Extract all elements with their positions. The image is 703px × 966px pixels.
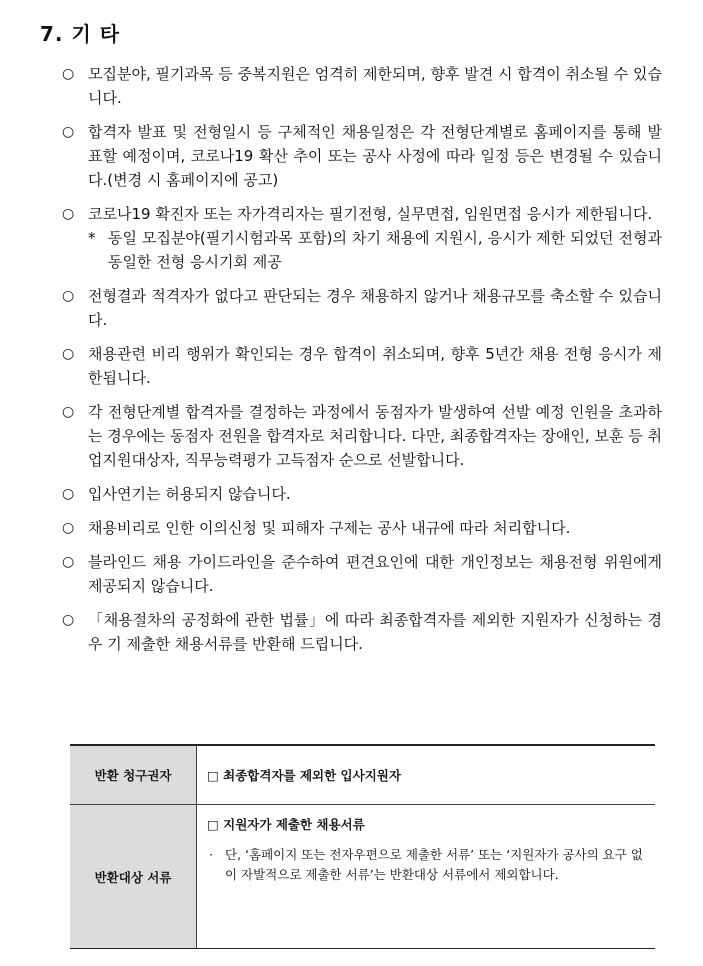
sub-note: [88, 226, 662, 274]
circle-bullet-icon: ○: [62, 612, 75, 628]
exception-note-text: 단, ‘홈페이지 또는 전자우편으로 제출한 서류’ 또는 ‘지원자가 공사의 요구 없이 자발적으로 제출한 서류’는 반환대상 서류에서 제외합니다.: [225, 847, 643, 882]
list-item: [62, 62, 662, 110]
table-value-cell: [197, 805, 656, 949]
circle-bullet-icon: ○: [62, 520, 75, 536]
middle-dot-icon: ·: [209, 847, 213, 862]
circle-bullet-icon: ○: [62, 288, 75, 304]
item-text: 모집분야, 필기과목 등 중복지원은 엄격히 제한되며, 향후 발견 시 합격이 취소될 수 있습니다.: [88, 65, 662, 107]
list-item: [62, 120, 662, 192]
circle-bullet-icon: ○: [62, 346, 75, 362]
item-text: 입사연기는 허용되지 않습니다.: [88, 485, 291, 503]
item-text: 채용비리로 인한 이의신청 및 피해자 구제는 공사 내규에 따라 처리합니다.: [88, 519, 571, 537]
circle-bullet-icon: ○: [62, 554, 75, 570]
circle-bullet-icon: ○: [62, 124, 75, 140]
list-item: [62, 342, 662, 390]
circle-bullet-icon: ○: [62, 66, 75, 82]
list-item: [62, 516, 662, 540]
circle-bullet-icon: ○: [62, 404, 75, 420]
returned-documents-label: □ 지원자가 제출한 채용서류: [207, 817, 365, 832]
list-item: [62, 400, 662, 472]
item-text: 「채용절차의 공정화에 관한 법률」에 따라 최종합격자를 제외한 지원자가 신청하는 경우 기 제출한 채용서류를 반환해 드립니다.: [88, 611, 662, 653]
list-item: [62, 550, 662, 598]
asterisk-icon: *: [88, 229, 96, 247]
item-text: 합격자 발표 및 전형일시 등 구체적인 채용일정은 각 전형단계별로 홈페이지를 통해 발표할 예정이며, 코로나19 확산 추이 또는 공사 사정에 따라 일정 등은 변경될 수 있습니다.(변경 시 홈페이지에 공고): [88, 123, 662, 189]
table-row: [70, 745, 655, 805]
exception-note: [207, 845, 654, 885]
table-header-cell: 반환대상 서류: [70, 805, 197, 949]
sub-note-text: 동일 모집분야(필기시험과목 포함)의 차기 채용에 지원시, 응시가 제한 되었던 전형과 동일한 전형 응시기회 제공: [108, 229, 662, 271]
circle-bullet-icon: ○: [62, 486, 75, 502]
item-text: 블라인드 채용 가이드라인을 준수하여 편견요인에 대한 개인정보는 채용전형 위원에게 제공되지 않습니다.: [88, 553, 662, 595]
section-heading: 7. 기 타: [40, 22, 121, 46]
notice-list: [62, 62, 662, 666]
table-header-cell: 반환 청구권자: [70, 745, 197, 805]
list-item: [62, 482, 662, 506]
list-item: [62, 202, 662, 274]
item-text: 채용관련 비리 행위가 확인되는 경우 합격이 취소되며, 향후 5년간 채용 전형 응시가 제한됩니다.: [88, 345, 662, 387]
list-item: [62, 608, 662, 656]
item-text: 전형결과 적격자가 없다고 판단되는 경우 채용하지 않거나 채용규모를 축소할 수 있습니다.: [88, 287, 662, 329]
table-value-cell: □ 최종합격자를 제외한 입사지원자: [197, 745, 656, 805]
table-row: [70, 805, 655, 949]
document-return-table: [70, 744, 655, 949]
list-item: [62, 284, 662, 332]
item-text: 각 전형단계별 합격자를 결정하는 과정에서 동점자가 발생하여 선발 예정 인원을 초과하는 경우에는 동점자 전원을 합격자로 처리합니다. 다만, 최종합격자는 장애인, 보훈 등 취업지원대상자, 직무능력평가 고득점자 순으로 선발합니다.: [88, 403, 662, 469]
item-text: 코로나19 확진자 또는 자가격리자는 필기전형, 실무면접, 임원면접 응시가 제한됩니다.: [88, 205, 653, 223]
circle-bullet-icon: ○: [62, 206, 75, 222]
